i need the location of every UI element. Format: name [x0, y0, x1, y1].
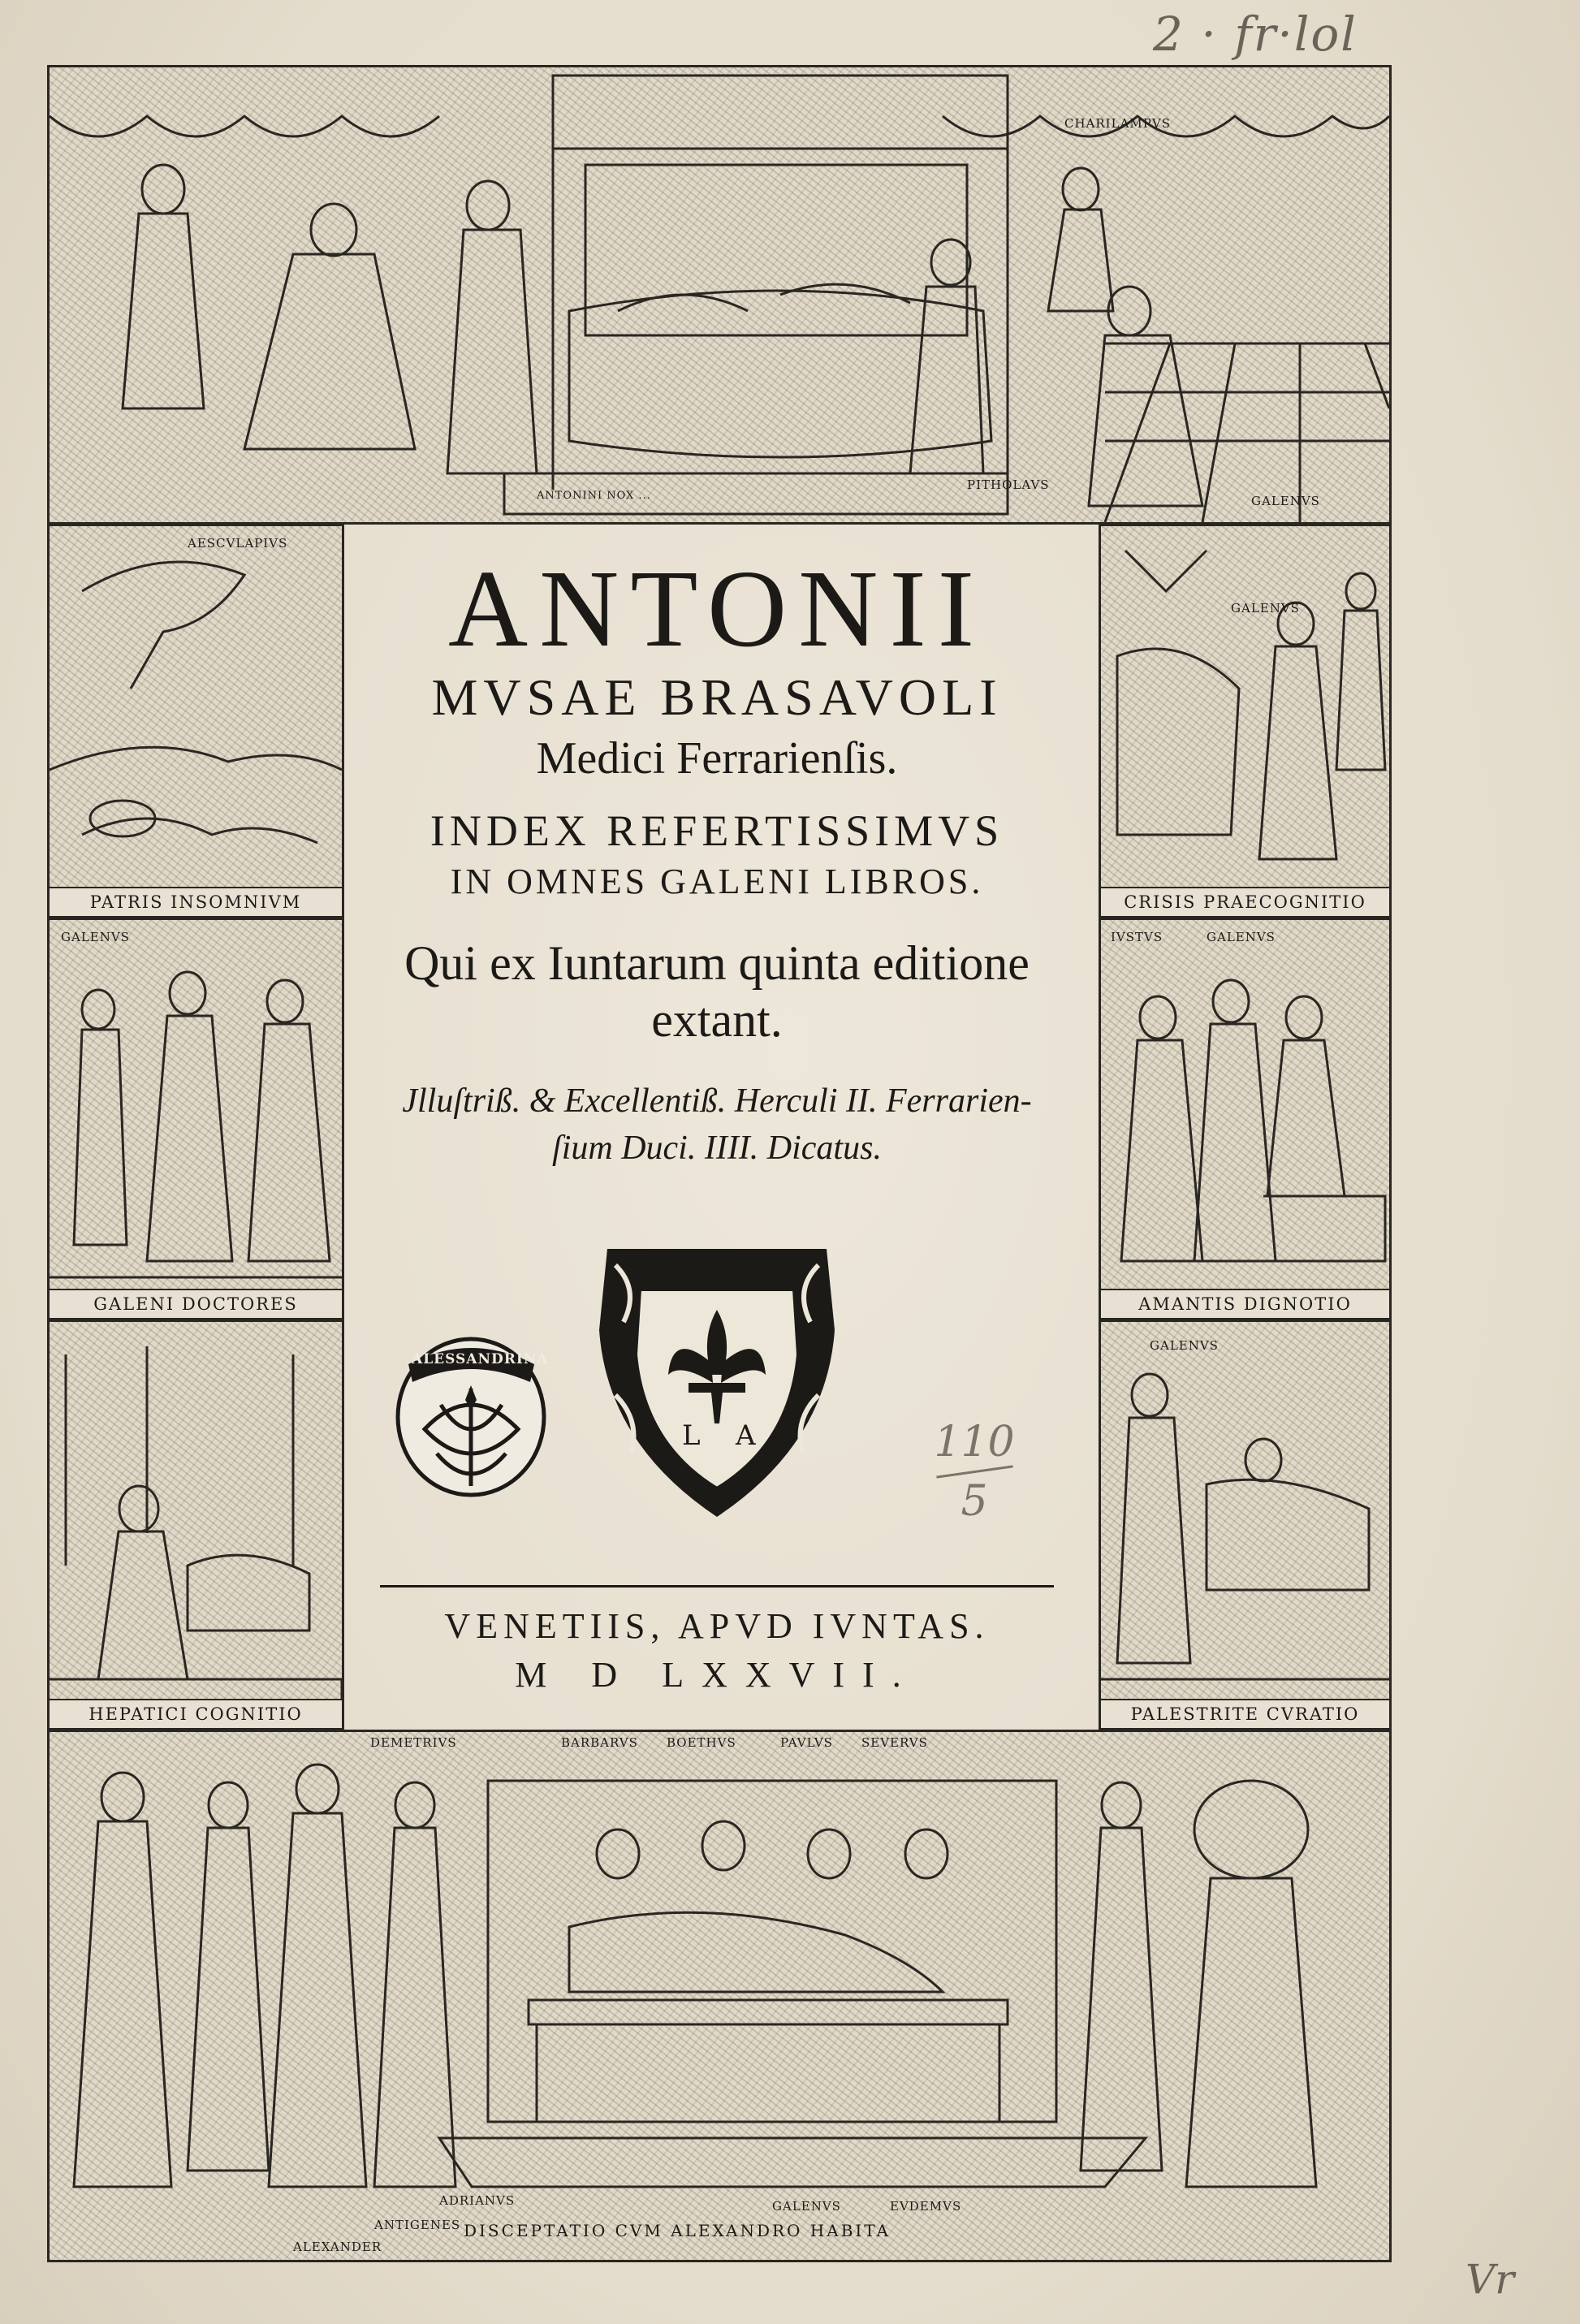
- woodcut-right-3: [1099, 1320, 1392, 1730]
- woodcut-name-severus: SEVERVS: [861, 1735, 928, 1750]
- woodcut-left-1-caption: PATRIS INSOMNIVM: [50, 887, 342, 916]
- woodcut-bottom-caption: DISCEPTATIO CVM ALEXANDRO HABITA: [464, 2221, 891, 2240]
- title-edition-line1: Qui ex Iuntarum quinta editione: [404, 936, 1030, 990]
- woodcut-left-3-illustration: [50, 1322, 342, 1728]
- woodcut-name-barbarus: BARBARVS: [561, 1735, 638, 1750]
- woodcut-name-galenus: GALENVS: [772, 2199, 841, 2214]
- woodcut-bottom-panel: [47, 1730, 1392, 2262]
- woodcut-label-galenus-left: GALENVS: [61, 930, 130, 944]
- woodcut-top-caption: ANTONINI NOX ...: [537, 490, 651, 502]
- woodcut-label-iustus: IVSTVS: [1111, 930, 1163, 944]
- woodcut-left-2-caption: GALENI DOCTORES: [50, 1289, 342, 1318]
- handwritten-note-bottom: Vr: [1466, 2256, 1515, 2303]
- woodcut-right-3-caption: PALESTRITE CVRATIO: [1101, 1699, 1389, 1728]
- woodcut-label-galenus-right-1: GALENVS: [1231, 601, 1300, 616]
- woodcut-left-3: [47, 1320, 344, 1730]
- device-letter-l: L: [682, 1419, 702, 1452]
- fleur-de-lis-shield: [591, 1233, 843, 1525]
- woodcut-top-panel: [47, 65, 1392, 525]
- woodcut-name-boethus: BOETHVS: [667, 1735, 736, 1750]
- woodcut-label-galenus-right-2: GALENVS: [1207, 930, 1276, 944]
- woodcut-right-2: [1099, 918, 1392, 1320]
- woodcut-right-2-illustration: [1101, 920, 1389, 1318]
- woodcut-label-galenus-top: GALENVS: [1251, 494, 1320, 508]
- woodcut-label-galenus-right-3: GALENVS: [1150, 1338, 1219, 1353]
- title-edition-line2: extant.: [651, 993, 783, 1047]
- library-stamp-text: ALESSANDRINA: [412, 1351, 549, 1367]
- woodcut-left-1: [47, 524, 344, 918]
- woodcut-left-2-illustration: [50, 920, 342, 1318]
- title-author-rest: MVSAE BRASAVOLI: [431, 668, 1003, 726]
- dedication-line1: Jlluſtriß. & Excellentiß. Herculi II. Ferrarien-: [402, 1082, 1032, 1120]
- woodcut-left-3-caption: HEPATICI COGNITIO: [50, 1699, 342, 1728]
- woodcut-right-1-caption: CRISIS PRAECOGNITIO: [1101, 887, 1389, 916]
- woodcut-bottom-illustration: [50, 1732, 1389, 2260]
- shelfmark-denominator: 5: [961, 1477, 988, 1526]
- woodcut-label-pitholaus: PITHOLAVS: [967, 477, 1050, 492]
- imprint-place: VENETIIS, APVD IVNTAS.: [444, 1606, 990, 1646]
- device-letter-a: A: [736, 1419, 757, 1452]
- title-work: INDEX REFERTISSIMVS: [430, 806, 1004, 855]
- woodcut-label-aesculapius: AESCVLAPIVS: [188, 536, 288, 551]
- title-author-profession: Medici Ferrarienſis.: [536, 733, 898, 784]
- handwritten-note-top: 2 · fr·lol: [1153, 6, 1358, 62]
- woodcut-name-paulus: PAVLVS: [780, 1735, 833, 1750]
- shelfmark-numerator: 110: [934, 1418, 1015, 1467]
- woodcut-name-alexander: ALEXANDER: [293, 2240, 382, 2254]
- woodcut-right-1-illustration: [1101, 526, 1389, 916]
- woodcut-right-2-caption: AMANTIS DIGNOTIO: [1101, 1289, 1389, 1318]
- title-block: [352, 529, 1082, 1715]
- title-author-first: ANTONII: [447, 548, 986, 670]
- printers-device: [591, 1233, 843, 1525]
- woodcut-top-illustration: [50, 67, 1389, 522]
- woodcut-right-1: [1099, 524, 1392, 918]
- imprint-date: M D LXXVII.: [515, 1655, 919, 1695]
- title-work-sub: IN OMNES GALENI LIBROS.: [450, 862, 984, 901]
- woodcut-name-antigenes: ANTIGENES: [374, 2218, 461, 2232]
- dedication-line2: ſium Duci. IIII. Dicatus.: [552, 1130, 882, 1167]
- woodcut-right-3-illustration: [1101, 1322, 1389, 1728]
- woodcut-name-eudemus: EVDEMVS: [890, 2199, 962, 2214]
- woodcut-left-2: [47, 918, 344, 1320]
- library-stamp: [392, 1332, 550, 1498]
- imprint-rule: [380, 1585, 1054, 1587]
- woodcut-left-1-illustration: [50, 526, 342, 916]
- woodcut-name-demetrius: DEMETRIVS: [370, 1735, 457, 1750]
- woodcut-name-adrianus: ADRIANVS: [439, 2193, 516, 2208]
- woodcut-label-charilampus: CHARILAMPVS: [1064, 116, 1171, 131]
